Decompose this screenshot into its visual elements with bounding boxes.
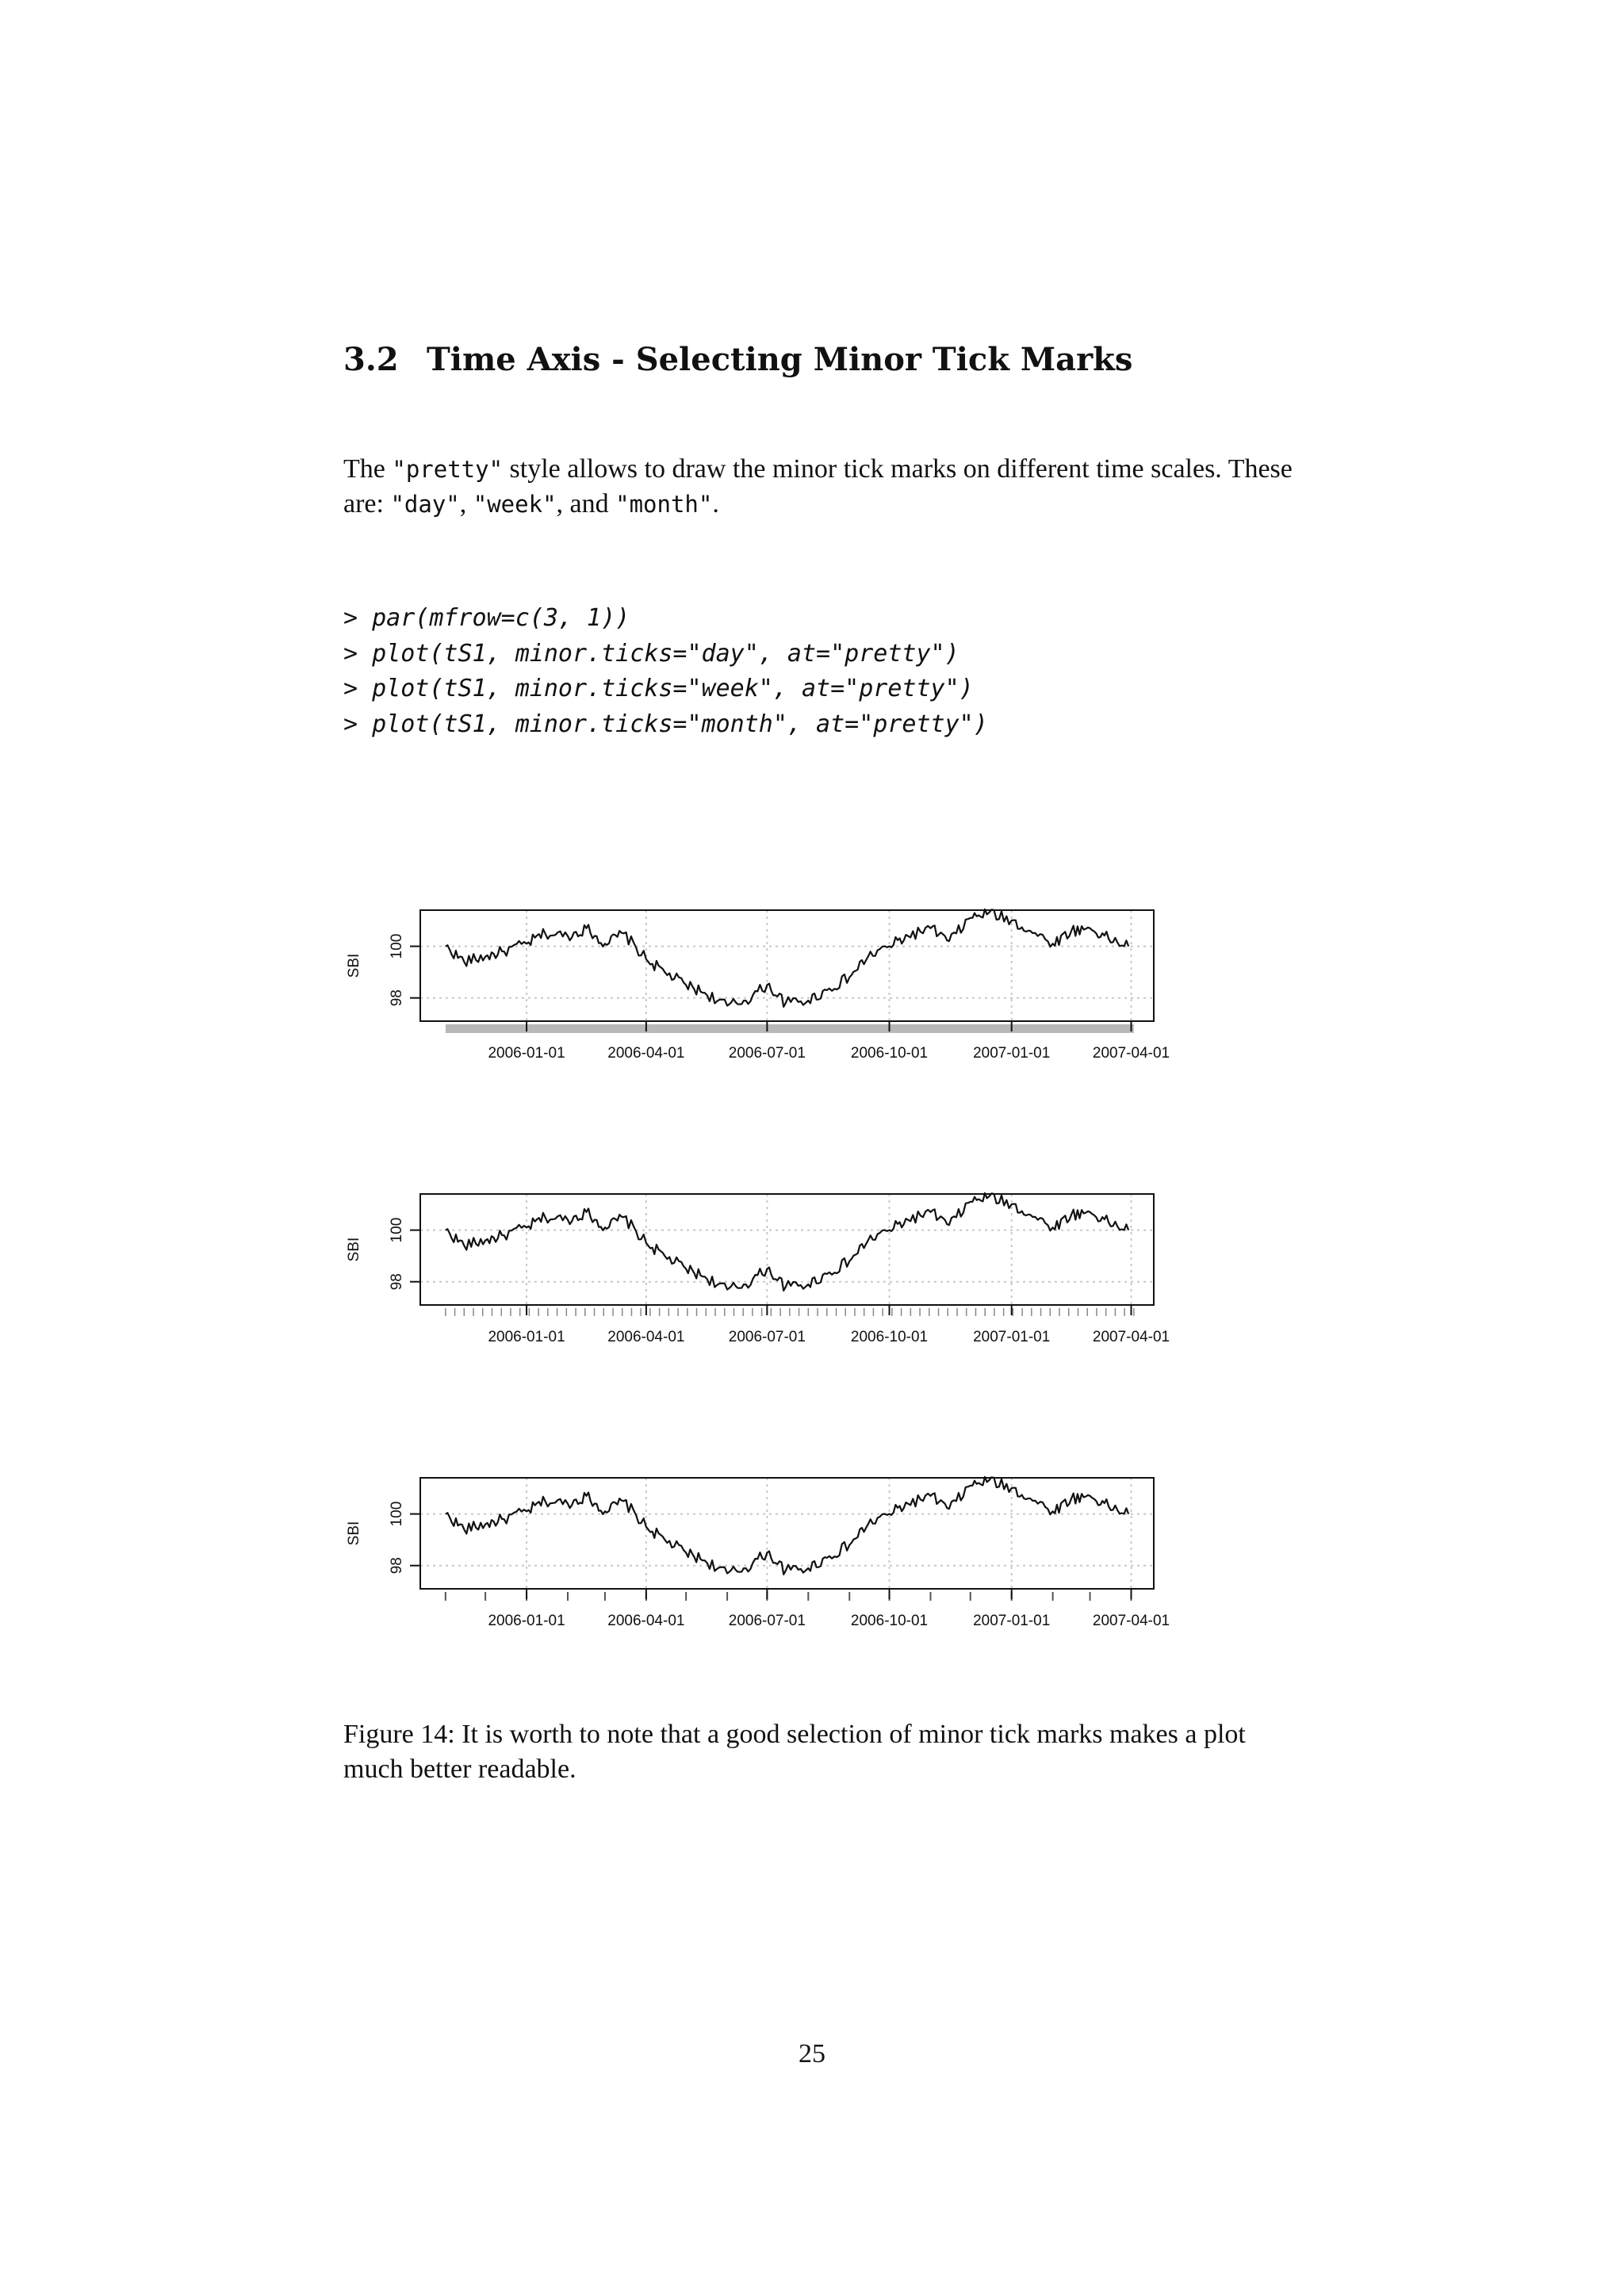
para-text: . [712,489,719,519]
x-tick-label: 2006-01-01 [488,1329,565,1345]
x-tick-label: 2006-01-01 [488,1613,565,1629]
para-text: , and [556,489,616,519]
series-line [446,909,1128,1007]
x-tick-label: 2006-07-01 [728,1613,806,1629]
x-tick-label: 2007-04-01 [1092,1613,1170,1629]
inline-code: "pretty" [392,456,504,483]
y-axis-label: SBI [346,953,362,978]
inline-code: "month" [615,491,713,518]
para-text: style allows to draw the minor tick marks on different time scales. These are: [343,454,1293,519]
section-title: Time Axis - Selecting Minor Tick Marks [427,341,1133,378]
x-tick-label: 2006-10-01 [850,1613,929,1629]
x-tick-label: 2006-01-01 [488,1045,565,1062]
section-number: 3.2 [343,341,399,378]
para-text: The [343,454,393,484]
x-tick-label: 2007-01-01 [973,1613,1051,1629]
x-tick-label: 2006-04-01 [607,1045,685,1062]
y-tick-label: 100 [389,1501,405,1527]
x-tick-label: 2007-04-01 [1092,1045,1170,1062]
figure-caption: Figure 14: It is worth to note that a good selection of minor tick marks makes a plot much better readable. [343,1720,1246,1784]
x-tick-label: 2006-04-01 [607,1613,685,1629]
y-tick-label: 98 [389,989,405,1007]
code-line: > par(mfrow=c(3, 1)) [343,604,630,632]
y-tick-label: 100 [389,933,405,959]
y-tick-label: 98 [389,1557,405,1575]
x-tick-label: 2006-07-01 [728,1045,806,1062]
x-tick-label: 2007-01-01 [973,1045,1051,1062]
x-tick-label: 2006-04-01 [607,1329,685,1345]
y-axis-label: SBI [346,1521,362,1546]
plot-frame [420,1194,1154,1305]
plot-frame [420,1478,1154,1589]
series-line [446,1193,1128,1291]
inline-code: "week" [473,491,557,518]
x-tick-label: 2006-10-01 [850,1329,929,1345]
x-tick-label: 2007-01-01 [973,1329,1051,1345]
x-tick-label: 2006-10-01 [850,1045,929,1062]
series-line [446,1477,1128,1575]
y-axis-label: SBI [346,1237,362,1262]
plot-frame [420,910,1154,1021]
y-tick-label: 98 [389,1273,405,1291]
para-text: , [459,489,473,519]
page-number: 25 [799,2039,825,2068]
code-line: > plot(tS1, minor.ticks="day", at="pretty") [343,639,959,668]
code-line: > plot(tS1, minor.ticks="month", at="pretty") [343,710,988,738]
x-tick-label: 2007-04-01 [1092,1329,1170,1345]
minor-ticks-day [446,1024,1134,1033]
x-tick-label: 2006-07-01 [728,1329,806,1345]
code-line: > plot(tS1, minor.ticks="week", at="pretty") [343,675,974,702]
y-tick-label: 100 [389,1217,405,1243]
inline-code: "day" [390,491,460,518]
